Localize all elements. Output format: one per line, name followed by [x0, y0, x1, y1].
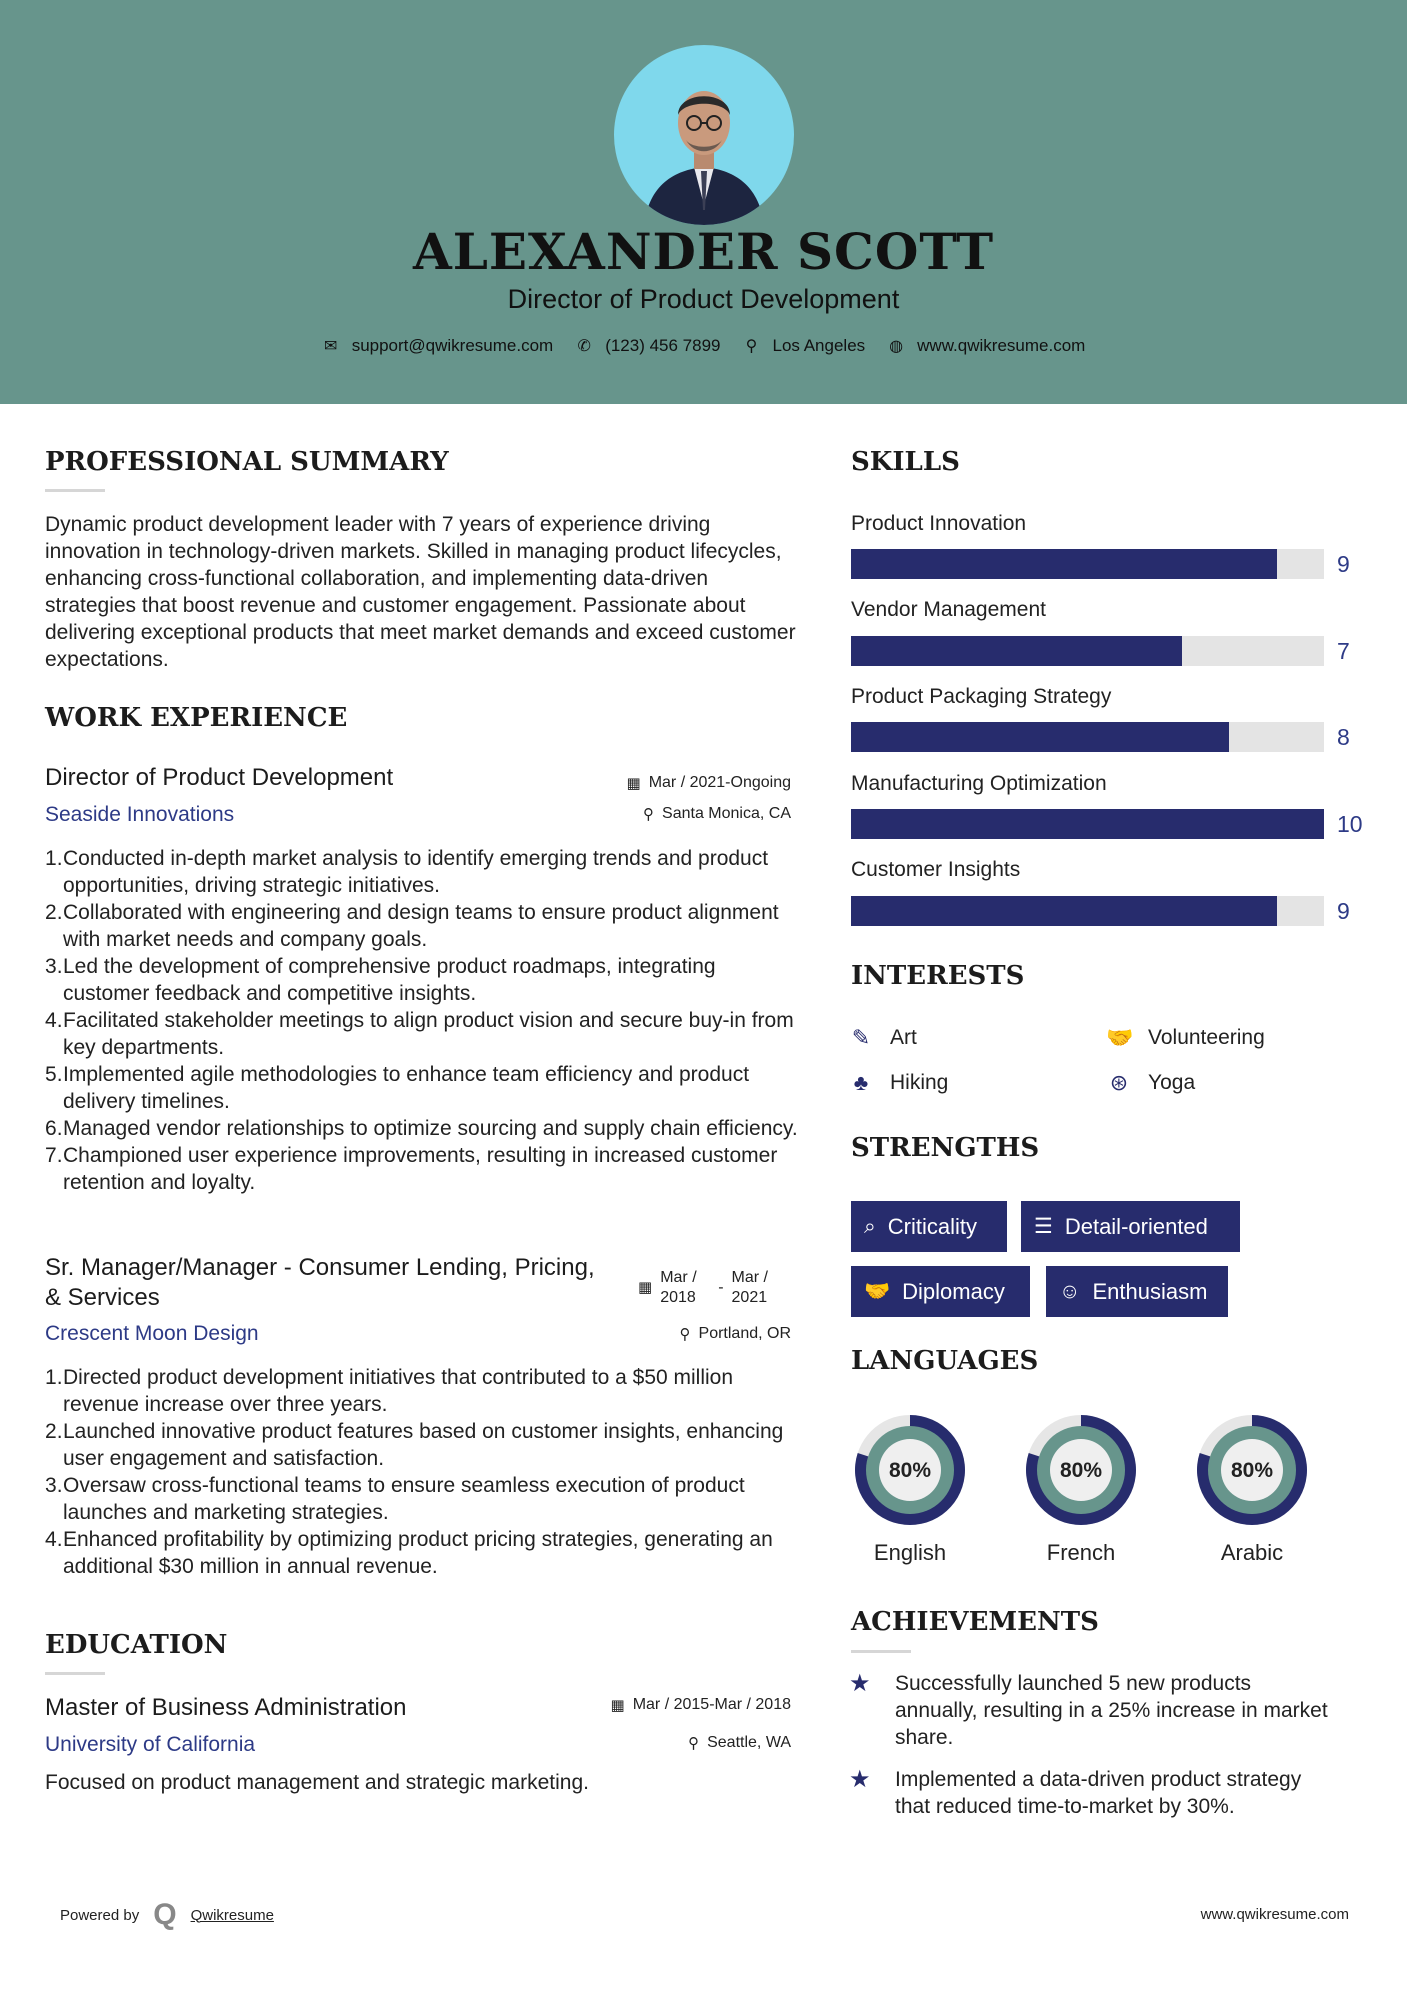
- skill-label: Vendor Management: [851, 598, 1046, 621]
- skill-bar-fill: [851, 636, 1182, 666]
- skill-label: Product Innovation: [851, 512, 1027, 535]
- skill-value: 7: [1337, 638, 1350, 664]
- language-arabic: [1190, 1408, 1314, 1566]
- education-dates-text: Mar / 2015-Mar / 2018: [632, 1696, 791, 1713]
- education-location-text: Seattle, WA: [707, 1734, 791, 1751]
- language-label: Arabic: [1220, 1540, 1284, 1565]
- person-silhouette-icon: [614, 45, 794, 225]
- language-ring: [1190, 1408, 1314, 1532]
- language-french: [1019, 1408, 1143, 1566]
- skill-bar-fill: [851, 549, 1277, 579]
- candidate-role: Director of Product Development: [507, 284, 900, 314]
- job-title: Sr. Manager/Manager - Consumer Lending, Pricing, & Services: [45, 1254, 595, 1311]
- job-location-text: Portland, OR: [698, 1325, 791, 1342]
- globe-icon: ◍: [889, 338, 904, 355]
- skill-label: Manufacturing Optimization: [851, 772, 1107, 795]
- interest-hiking: [848, 1070, 948, 1096]
- strengths-heading: STRENGTHS: [851, 1133, 1040, 1163]
- school-name: University of California: [45, 1733, 256, 1756]
- strength-badge: [851, 1266, 1030, 1317]
- handshake-icon: 🤝: [1106, 1025, 1134, 1050]
- language-label: French: [1046, 1540, 1116, 1565]
- lifebuoy-icon: ⊛: [1109, 1070, 1129, 1095]
- skill-value: 9: [1337, 898, 1350, 924]
- interest-art: [848, 1025, 917, 1051]
- strength-badge: [851, 1201, 1007, 1252]
- skill-bar: [851, 896, 1324, 926]
- map-pin-icon: ⚲: [745, 338, 758, 355]
- degree-title: Master of Business Administration: [45, 1694, 407, 1721]
- achievement-text: Implemented a data-driven product strategy that reduced time-to-market by 30%.: [895, 1768, 1302, 1818]
- pin-icon: ⚲: [679, 1326, 691, 1343]
- phone-icon: ✆: [577, 338, 591, 355]
- strength-label: Criticality: [887, 1213, 977, 1239]
- tree-icon: ♣: [853, 1070, 869, 1095]
- language-label: English: [873, 1540, 947, 1565]
- skill-value: 8: [1337, 724, 1350, 750]
- skill-bar: [851, 549, 1324, 579]
- language-ring: [1019, 1408, 1143, 1532]
- interest-volunteering: [1106, 1025, 1265, 1051]
- language-percent: 80%: [1230, 1459, 1274, 1482]
- interest-label: Volunteering: [1148, 1026, 1265, 1049]
- education-heading: EDUCATION: [45, 1630, 228, 1660]
- strength-badge: [1021, 1201, 1240, 1252]
- paintbrush-icon: ✎: [851, 1025, 871, 1050]
- skill-bar: [851, 636, 1324, 666]
- search-icon: ⌕: [864, 1214, 876, 1238]
- calendar-icon: ▦: [626, 775, 641, 792]
- list-item: Directed product development initiatives that contributed to a $50 million revenue increase over three years.: [63, 1366, 734, 1416]
- qwikresume-logo-icon: Q: [153, 1898, 177, 1931]
- interests-heading: INTERESTS: [851, 961, 1025, 991]
- job-bullets: [45, 1364, 805, 1580]
- languages-heading: LANGUAGES: [851, 1346, 1039, 1376]
- job-title: Director of Product Development: [45, 764, 394, 791]
- job-dates: [560, 774, 791, 792]
- job-dates: [638, 1268, 787, 1308]
- contact-website[interactable]: [887, 336, 1085, 356]
- website-text: www.qwikresume.com: [917, 336, 1086, 355]
- contact-location: [743, 336, 866, 356]
- education-location: [560, 1734, 791, 1752]
- pin-icon: ⚲: [643, 806, 655, 823]
- list-item: Oversaw cross-functional teams to ensure seamless execution of product launches and marketing strategies.: [63, 1474, 745, 1524]
- skill-bar-fill: [851, 722, 1229, 752]
- list-icon: ☰: [1034, 1215, 1053, 1238]
- skill-bar-fill: [851, 809, 1324, 839]
- strength-label: Diplomacy: [902, 1278, 1005, 1304]
- job-location: [560, 805, 791, 823]
- job-date-start: Mar / 2018: [660, 1269, 697, 1306]
- skill-bar-fill: [851, 896, 1277, 926]
- summary-text: Dynamic product development leader with 7 years of experience driving innovation in technology-driven markets. Skilled in managing product lifecycles, enhancing cross-functional collaboration, and implementing data-driven strategies that boost revenue and customer engagement. Passionate about delivering exceptional products that meet market demands and exceed customer expectations.: [45, 513, 796, 671]
- handshake-icon: 🤝: [864, 1279, 891, 1303]
- list-item: Launched innovative product features based on customer insights, enhancing user engagement and satisfaction.: [63, 1420, 784, 1470]
- strength-badge: [1046, 1266, 1228, 1317]
- interest-label: Hiking: [890, 1071, 949, 1094]
- skill-label: Product Packaging Strategy: [851, 685, 1112, 708]
- job-company: Seaside Innovations: [45, 803, 235, 826]
- envelope-icon: ✉: [323, 338, 338, 355]
- job-dates-text: Mar / 2021-Ongoing: [648, 774, 791, 791]
- footer-powered-by: [60, 1898, 274, 1932]
- job-date-end: Mar / 2021: [731, 1269, 768, 1306]
- education-divider: [45, 1672, 105, 1675]
- skill-bar: [851, 722, 1324, 752]
- email-text: support@qwikresume.com: [351, 336, 554, 355]
- achievement-text: Successfully launched 5 new products annually, resulting in a 25% increase in market share.: [895, 1672, 1328, 1749]
- interest-label: Yoga: [1148, 1071, 1196, 1094]
- brand-link[interactable]: Qwikresume: [190, 1906, 274, 1924]
- skill-label: Customer Insights: [851, 858, 1021, 881]
- education-description: Focused on product management and strategic marketing.: [45, 1771, 589, 1794]
- contact-email[interactable]: [322, 336, 554, 356]
- achievements-heading: ACHIEVEMENTS: [851, 1607, 1099, 1637]
- star-icon: ★: [849, 1670, 871, 1697]
- contact-bar: [0, 336, 1407, 356]
- experience-heading: WORK EXPERIENCE: [45, 703, 348, 733]
- achievements-divider: [851, 1650, 911, 1653]
- star-icon: ★: [849, 1766, 871, 1793]
- job-location-text: Santa Monica, CA: [662, 805, 791, 822]
- job-company: Crescent Moon Design: [45, 1322, 259, 1345]
- candidate-name: ALEXANDER SCOTT: [412, 222, 995, 281]
- achievement-item: [849, 1670, 1339, 1751]
- contact-phone[interactable]: [575, 336, 720, 356]
- language-percent: 80%: [888, 1459, 932, 1482]
- skill-value: 10: [1337, 811, 1363, 837]
- language-english: [848, 1408, 972, 1566]
- summary-heading: PROFESSIONAL SUMMARY: [45, 447, 449, 477]
- list-item: Led the development of comprehensive product roadmaps, integrating customer feedback and competitive insights.: [63, 955, 716, 1005]
- smile-icon: ☺: [1059, 1279, 1081, 1303]
- job-bullets: [45, 845, 805, 1196]
- list-item: Conducted in-depth market analysis to identify emerging trends and product opportunities, driving strategic initiatives.: [63, 847, 769, 897]
- list-item: Implemented agile methodologies to enhance team efficiency and product delivery timelines.: [63, 1063, 750, 1113]
- strength-label: Detail-oriented: [1064, 1213, 1208, 1239]
- interest-yoga: [1106, 1070, 1195, 1096]
- header-banner: [0, 0, 1407, 404]
- education-dates: [560, 1696, 791, 1714]
- calendar-icon: ▦: [610, 1697, 625, 1714]
- skill-value: 9: [1337, 551, 1350, 577]
- interest-label: Art: [890, 1026, 917, 1049]
- language-percent: 80%: [1059, 1459, 1103, 1482]
- list-item: Managed vendor relationships to optimize sourcing and supply chain efficiency.: [63, 1117, 798, 1140]
- language-ring: [848, 1408, 972, 1532]
- list-item: Enhanced profitability by optimizing product pricing strategies, generating an additional $30 million in annual revenue.: [63, 1528, 773, 1578]
- phone-text: (123) 456 7899: [605, 336, 721, 355]
- calendar-icon: ▦: [638, 1279, 653, 1296]
- job-date-separator: -: [718, 1279, 724, 1296]
- list-item: Championed user experience improvements, resulting in increased customer retention and loyalty.: [63, 1144, 778, 1194]
- location-text: Los Angeles: [772, 336, 866, 355]
- list-item: Facilitated stakeholder meetings to align product vision and secure buy-in from key departments.: [63, 1009, 794, 1059]
- list-item: Collaborated with engineering and design teams to ensure product alignment with market needs and company goals.: [63, 901, 779, 951]
- job-location: [560, 1325, 791, 1343]
- skill-bar: [851, 809, 1324, 839]
- footer-website[interactable]: www.qwikresume.com: [1200, 1906, 1349, 1923]
- profile-photo: [614, 45, 794, 225]
- pin-icon: ⚲: [688, 1735, 700, 1752]
- summary-divider: [45, 489, 105, 492]
- achievement-item: [849, 1766, 1339, 1820]
- powered-by-text: Powered by: [60, 1906, 140, 1924]
- skills-heading: SKILLS: [851, 447, 960, 477]
- strength-label: Enthusiasm: [1092, 1278, 1208, 1304]
